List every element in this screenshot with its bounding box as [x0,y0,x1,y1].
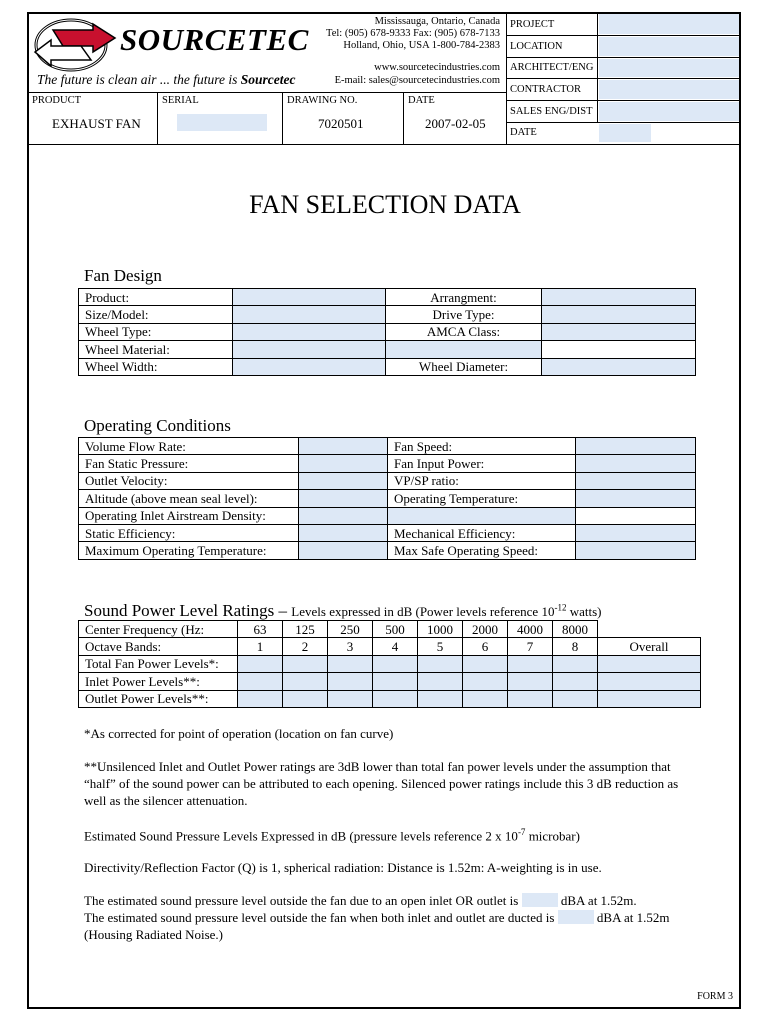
table-row [79,621,701,638]
freq-cell: 63 [238,621,283,638]
level-field[interactable] [328,655,373,672]
input-power-cell: Fan Input Power: [388,455,576,472]
overall-header: Overall [598,638,701,655]
table-row [79,490,696,507]
header-bottom-rule [27,144,741,145]
note-2: **Unsilenced Inlet and Outlet Power ratings are 3dB lower than total fan power levels under the assumption that “half” of the sound power can be attributed to each opening. Silenced power ratings include this 3 dB reduction as well as the silencer attenuation. [84,759,679,808]
date-label: DATE [408,95,435,106]
static-pressure-cell: Fan Static Pressure: [79,455,299,472]
level-field[interactable] [283,690,328,707]
note-1: *As corrected for point of operation (location on fan curve) [84,726,394,741]
tagline [37,72,295,88]
sound-heading-text: Sound Power Level Ratings – [84,601,292,620]
overall-field[interactable] [598,673,701,690]
project-box-divider [597,12,598,122]
sales-rule [506,122,741,123]
contact-line-1: Mississauga, Ontario, Canada [374,16,500,27]
location-field[interactable] [599,37,739,56]
vp-sp-cell: VP/SP ratio: [388,472,576,489]
size-model-cell: Size/Model: [79,306,233,323]
overall-field[interactable] [598,690,701,707]
table-row [79,358,696,375]
info-divider-2 [282,92,283,144]
band-cell: 8 [553,638,598,655]
inlet-density-cell: Operating Inlet Airstream Density: [79,507,299,524]
table-row [79,455,696,472]
table-row [79,472,696,489]
freq-cell: 250 [328,621,373,638]
band-cell: 5 [418,638,463,655]
open-inlet-dba-field[interactable] [522,893,558,907]
website: www.sourcetecindustries.com [374,62,500,73]
level-field[interactable] [418,673,463,690]
outlet-velocity-cell: Outlet Velocity: [79,472,299,489]
sound-subheading: Levels expressed in dB (Power levels reference 10 [291,604,555,619]
project-label: PROJECT [510,19,555,30]
empty-cell [542,341,696,358]
inlet-density-field[interactable] [299,507,388,524]
serial-field[interactable] [177,114,267,131]
architect-field[interactable] [599,59,739,77]
input-power-field[interactable] [576,455,696,472]
note-3-sup: -7 [517,827,526,837]
arrangement-cell: Arrangment: [386,289,542,306]
table-row [79,323,696,340]
freq-cell: 1000 [418,621,463,638]
architect-label: ARCHITECT/ENG [510,62,594,73]
outlet-power-label: Outlet Power Levels**: [79,690,238,707]
operating-table [78,437,696,560]
note-6-end: dBA at 1.52m (Housing Radiated Noise.) [84,910,670,942]
frequency-label: Center Frequency (Hz: [79,621,238,638]
level-field[interactable] [283,655,328,672]
tagline-text: The future is clean air ... the future is [37,72,241,87]
band-cell: 1 [238,638,283,655]
wheel-type-cell: Wheel Type: [79,323,233,340]
level-field[interactable] [238,690,283,707]
mech-efficiency-field[interactable] [576,524,696,541]
freq-cell: 500 [373,621,418,638]
product-label: PRODUCT [32,95,82,106]
inlet-power-label: Inlet Power Levels**: [79,673,238,690]
drive-type-field[interactable] [542,306,696,323]
arrangement-field[interactable] [542,289,696,306]
table-row [79,673,701,690]
contractor-label: CONTRACTOR [510,84,581,95]
max-temp-field[interactable] [299,542,388,559]
date-value: 2007-02-05 [425,116,486,131]
fan-speed-field[interactable] [576,438,696,455]
contact-line-2: Tel: (905) 678-9333 Fax: (905) 678-7133 [326,28,500,39]
tagline-brand: Sourcetec [240,72,296,87]
wheel-diameter-cell: Wheel Diameter: [386,358,542,375]
level-field[interactable] [553,673,598,690]
operating-temp-cell: Operating Temperature: [388,490,576,507]
note-5-end: dBA at 1.52m. [557,893,637,908]
fan-design-heading: Fan Design [84,266,162,285]
empty-cell [598,621,701,638]
sourcetec-logo-icon [33,16,121,74]
location-rule [506,57,741,58]
sound-sup: -12 [554,602,567,613]
drawing-label: DRAWING NO. [287,95,358,106]
email: E-mail: sales@sourcetecindustries.com [334,75,500,86]
band-cell: 3 [328,638,373,655]
page-title: FAN SELECTION DATA [249,190,521,219]
location-label: LOCATION [510,41,563,52]
sound-heading [84,601,601,621]
table-row [79,655,701,672]
amca-class-field[interactable] [542,323,696,340]
level-field[interactable] [373,673,418,690]
serial-label: SERIAL [162,95,199,106]
contractor-field[interactable] [599,80,739,99]
level-field[interactable] [418,655,463,672]
wheel-type-field[interactable] [233,323,386,340]
wheel-material-extra[interactable] [386,341,542,358]
table-row [79,524,696,541]
altitude-cell: Altitude (above mean seal level): [79,490,299,507]
contractor-rule [506,100,741,101]
note-6-text: The estimated sound pressure level outside the fan when both inlet and outlet are ducted is [84,910,558,925]
level-field[interactable] [328,673,373,690]
amca-class-cell: AMCA Class: [386,323,542,340]
level-field[interactable] [238,673,283,690]
note-6 [84,909,684,943]
overall-field[interactable] [598,655,701,672]
form-id: FORM 3 [697,991,733,1002]
ducted-dba-field[interactable] [558,910,594,924]
sound-table [78,620,701,708]
table-row [79,507,696,524]
project-date-label: DATE [510,127,537,138]
inlet-density-extra[interactable] [388,507,576,524]
outlet-velocity-field[interactable] [299,472,388,489]
architect-rule [506,78,741,79]
table-row [79,289,696,306]
product-cell: Product: [79,289,233,306]
level-field[interactable] [238,655,283,672]
level-field[interactable] [418,690,463,707]
project-field[interactable] [599,14,739,34]
wheel-width-cell: Wheel Width: [79,358,233,375]
band-cell: 4 [373,638,418,655]
band-cell: 7 [508,638,553,655]
total-power-label: Total Fan Power Levels*: [79,655,238,672]
wheel-width-field[interactable] [233,358,386,375]
level-field[interactable] [373,690,418,707]
brand-name: SOURCETEC [120,22,309,57]
note-3 [84,824,684,844]
level-field[interactable] [553,690,598,707]
band-cell: 2 [283,638,328,655]
octave-label: Octave Bands: [79,638,238,655]
max-speed-cell: Max Safe Operating Speed: [388,542,576,559]
level-field[interactable] [328,690,373,707]
level-field[interactable] [463,673,508,690]
sales-label: SALES ENG/DIST [510,106,593,117]
wheel-material-cell: Wheel Material: [79,341,233,358]
info-row-top-rule [27,92,506,93]
sales-field[interactable] [599,102,739,121]
wheel-material-field[interactable] [233,341,386,358]
level-field[interactable] [283,673,328,690]
static-efficiency-cell: Static Efficiency: [79,524,299,541]
table-row [79,438,696,455]
project-rule [506,35,741,36]
mech-efficiency-cell: Mechanical Efficiency: [388,524,576,541]
table-row [79,341,696,358]
operating-temp-field[interactable] [576,490,696,507]
max-speed-field[interactable] [576,542,696,559]
note-3-text: Estimated Sound Pressure Levels Expressed in dB (pressure levels reference 2 x 10 [84,828,518,844]
table-row [79,638,701,655]
note-4: Directivity/Reflection Factor (Q) is 1, spherical radiation: Distance is 1.52m: A-weighting is in use. [84,860,602,875]
empty-cell [576,507,696,524]
drive-type-cell: Drive Type: [386,306,542,323]
table-row [79,306,696,323]
volume-flow-cell: Volume Flow Rate: [79,438,299,455]
level-field[interactable] [373,655,418,672]
wheel-diameter-field[interactable] [542,358,696,375]
freq-cell: 4000 [508,621,553,638]
product-field[interactable] [233,289,386,306]
freq-cell: 125 [283,621,328,638]
level-field[interactable] [508,673,553,690]
note-5-text: The estimated sound pressure level outside the fan due to an open inlet OR outlet is [84,893,522,908]
product-value: EXHAUST FAN [52,116,141,131]
fan-design-table [78,288,696,376]
project-date-field[interactable] [599,124,651,142]
info-divider-1 [157,92,158,144]
fan-speed-cell: Fan Speed: [388,438,576,455]
level-field[interactable] [508,690,553,707]
altitude-field[interactable] [299,490,388,507]
note-3-end: microbar) [525,828,580,844]
contact-line-3: Holland, Ohio, USA 1-800-784-2383 [343,40,500,51]
sound-subheading-end: watts) [566,604,602,619]
static-pressure-field[interactable] [299,455,388,472]
freq-cell: 8000 [553,621,598,638]
level-field[interactable] [463,690,508,707]
max-temp-cell: Maximum Operating Temperature: [79,542,299,559]
level-field[interactable] [463,655,508,672]
drawing-value: 7020501 [318,116,364,131]
size-model-field[interactable] [233,306,386,323]
band-cell: 6 [463,638,508,655]
table-row [79,542,696,559]
operating-heading: Operating Conditions [84,416,231,435]
note-5 [84,892,684,909]
level-field[interactable] [553,655,598,672]
freq-cell: 2000 [463,621,508,638]
table-row [79,690,701,707]
level-field[interactable] [508,655,553,672]
volume-flow-field[interactable] [299,438,388,455]
info-divider-3 [403,92,404,144]
vp-sp-field[interactable] [576,472,696,489]
static-efficiency-field[interactable] [299,524,388,541]
